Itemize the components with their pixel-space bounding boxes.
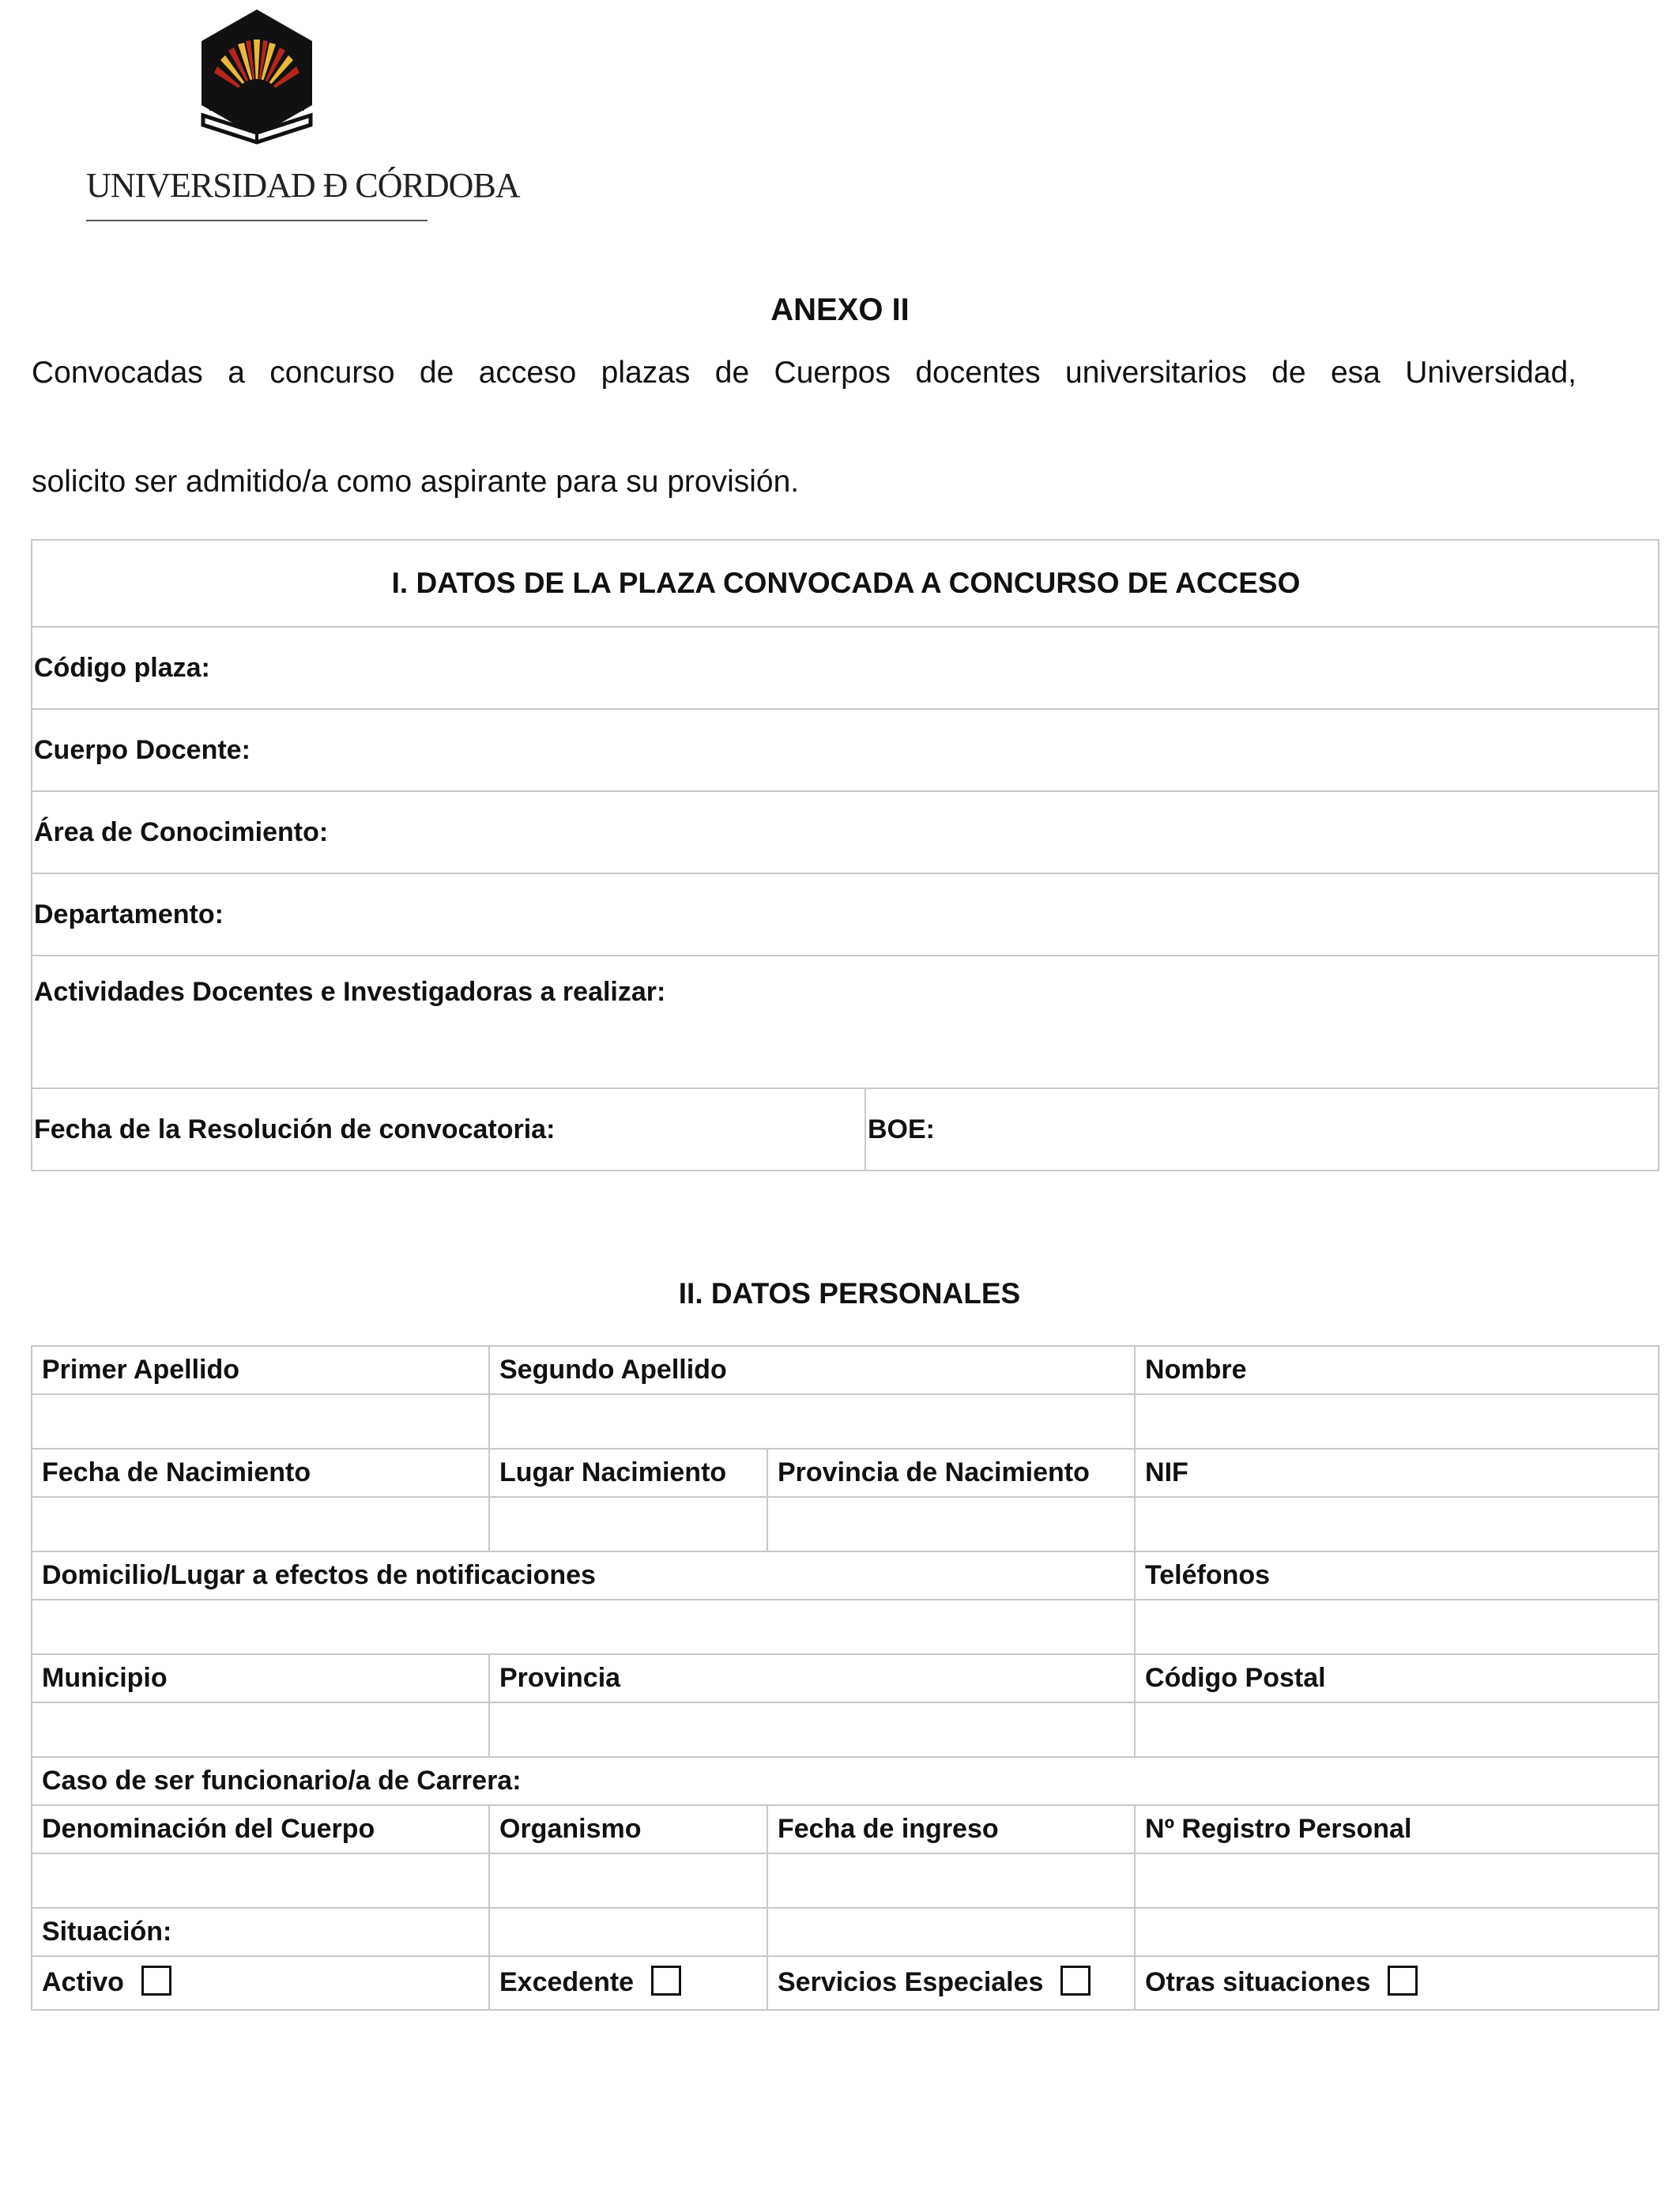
nombre-label: Nombre xyxy=(1135,1346,1659,1394)
activo-checkbox[interactable] xyxy=(141,1966,171,1996)
situacion-spacer xyxy=(489,1908,767,1956)
codigo-plaza-field[interactable]: Código plaza: xyxy=(32,627,1659,709)
registro-personal-label: Nº Registro Personal xyxy=(1135,1805,1659,1853)
registro-personal-input[interactable] xyxy=(1135,1853,1659,1908)
intro-line-1: Convocadas a concurso de acceso plazas de Cuerpos docentes universitarios de esa Universidad, xyxy=(32,356,1576,390)
servicios-especiales-checkbox[interactable] xyxy=(1060,1966,1090,1996)
otras-situaciones-label: Otras situaciones xyxy=(1145,1966,1371,1997)
provincia-nacimiento-input[interactable] xyxy=(767,1497,1135,1551)
organismo-input[interactable] xyxy=(489,1853,767,1908)
logo-underline xyxy=(86,220,428,221)
section-2-title: II. DATOS PERSONALES xyxy=(678,1277,1021,1310)
section-2-table xyxy=(31,1345,1659,2011)
otras-situaciones-option[interactable] xyxy=(1135,1956,1659,2010)
nif-label: NIF xyxy=(1135,1449,1659,1497)
municipio-input[interactable] xyxy=(32,1702,489,1757)
cuerpo-docente-field[interactable]: Cuerpo Docente: xyxy=(32,709,1659,791)
activo-option[interactable] xyxy=(32,1956,489,2010)
fecha-ingreso-label: Fecha de ingreso xyxy=(767,1805,1135,1853)
provincia-nacimiento-label: Provincia de Nacimiento xyxy=(767,1449,1135,1497)
section-1-table xyxy=(31,539,1659,1171)
excedente-option[interactable] xyxy=(489,1956,767,2010)
denominacion-cuerpo-input[interactable] xyxy=(32,1853,489,1908)
provincia-input[interactable] xyxy=(489,1702,1135,1757)
section-1-title: I. DATOS DE LA PLAZA CONVOCADA A CONCURSO DE ACCESO xyxy=(32,540,1659,627)
excedente-label: Excedente xyxy=(499,1966,635,1997)
fecha-nacimiento-input[interactable] xyxy=(32,1497,489,1551)
university-crest-icon xyxy=(83,6,431,164)
segundo-apellido-label: Segundo Apellido xyxy=(489,1346,1135,1394)
fecha-nacimiento-label: Fecha de Nacimiento xyxy=(32,1449,489,1497)
excedente-checkbox[interactable] xyxy=(651,1966,681,1996)
departamento-field[interactable]: Departamento: xyxy=(32,873,1659,956)
provincia-label: Provincia xyxy=(489,1654,1135,1702)
primer-apellido-label: Primer Apellido xyxy=(32,1346,489,1394)
university-logo xyxy=(83,6,520,224)
situacion-spacer xyxy=(1135,1908,1659,1956)
telefonos-label: Teléfonos xyxy=(1135,1551,1659,1600)
municipio-label: Municipio xyxy=(32,1654,489,1702)
segundo-apellido-input[interactable] xyxy=(489,1394,1135,1449)
telefonos-input[interactable] xyxy=(1135,1600,1659,1654)
servicios-especiales-option[interactable] xyxy=(767,1956,1135,2010)
organismo-label: Organismo xyxy=(489,1805,767,1853)
area-conocimiento-field[interactable]: Área de Conocimiento: xyxy=(32,791,1659,873)
caso-funcionario-label: Caso de ser funcionario/a de Carrera: xyxy=(32,1757,1659,1805)
servicios-especiales-label: Servicios Especiales xyxy=(778,1966,1044,1997)
domicilio-label: Domicilio/Lugar a efectos de notificaciones xyxy=(32,1551,1135,1600)
boe-field[interactable]: BOE: xyxy=(865,1088,1659,1171)
annex-title: ANEXO II xyxy=(770,292,910,327)
activo-label: Activo xyxy=(42,1966,124,1997)
codigo-postal-label: Código Postal xyxy=(1135,1654,1659,1702)
nombre-input[interactable] xyxy=(1135,1394,1659,1449)
denominacion-cuerpo-label: Denominación del Cuerpo xyxy=(32,1805,489,1853)
intro-line-2: solicito ser admitido/a como aspirante para su provisión. xyxy=(32,465,800,499)
actividades-field[interactable]: Actividades Docentes e Investigadoras a realizar: xyxy=(32,956,1659,1088)
lugar-nacimiento-input[interactable] xyxy=(489,1497,767,1551)
lugar-nacimiento-label: Lugar Nacimiento xyxy=(489,1449,767,1497)
nif-input[interactable] xyxy=(1135,1497,1659,1551)
situacion-spacer xyxy=(767,1908,1135,1956)
university-name: UNIVERSIDAD Ð CÓRDOBA xyxy=(86,166,520,205)
primer-apellido-input[interactable] xyxy=(32,1394,489,1449)
domicilio-input[interactable] xyxy=(32,1600,1135,1654)
fecha-ingreso-input[interactable] xyxy=(767,1853,1135,1908)
codigo-postal-input[interactable] xyxy=(1135,1702,1659,1757)
fecha-resolucion-field[interactable]: Fecha de la Resolución de convocatoria: xyxy=(32,1088,865,1171)
otras-situaciones-checkbox[interactable] xyxy=(1388,1966,1418,1996)
situacion-label: Situación: xyxy=(32,1908,489,1956)
